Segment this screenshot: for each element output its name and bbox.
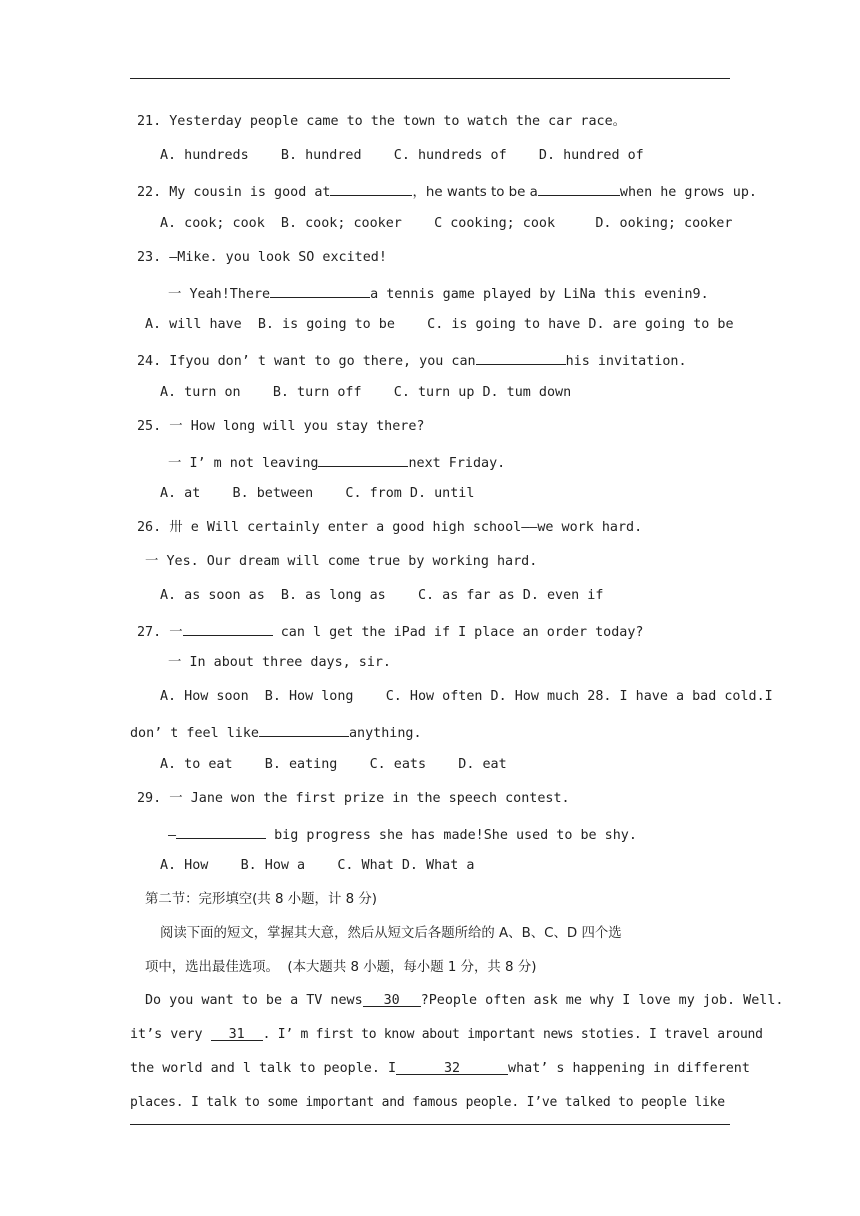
q28-text-b: anything.: [349, 726, 422, 741]
question-21-stem: 21. Yesterday people came to the town to watch the car race。: [137, 114, 627, 129]
passage-text: what’ s happening in different: [508, 1061, 750, 1076]
passage-text: . I’ m first to know about important news stoties. I travel around: [262, 1027, 763, 1042]
bottom-rule: [130, 1124, 730, 1125]
question-26-options: A. as soon as B. as long as C. as far as D. even if: [160, 588, 604, 603]
q25-text-a: 一 I’ m not leaving: [168, 456, 319, 471]
blank-32: 32: [396, 1060, 508, 1075]
question-28-options: A. to eat B. eating C. eats D. eat: [160, 757, 507, 772]
q23-text-b: a tennis game played by LiNa this evenin9.: [370, 287, 709, 302]
q27-text-a: 27. 一: [137, 625, 183, 640]
question-22-stem: [137, 181, 757, 202]
q24-blank: [476, 350, 566, 365]
q23-blank: [270, 283, 370, 298]
question-29-options: A. How B. How a C. What D. What a: [160, 858, 475, 873]
question-28-stem: [130, 722, 422, 743]
q23-text-a: 一 Yeah!There: [168, 287, 271, 302]
question-29-stem: 29. 一 Jane won the first prize in the speech contest.: [137, 791, 570, 806]
q29-blank: [176, 824, 266, 839]
passage-line-2: [130, 1026, 763, 1044]
passage-text: Do you want to be a TV news: [145, 993, 363, 1008]
blank-31: 31: [211, 1026, 263, 1041]
q27-text-b: can l get the iPad if I place an order today?: [272, 625, 644, 640]
question-27-options-and-28-stem: A. How soon B. How long C. How often D. How much 28. I have a bad cold.I: [160, 689, 773, 704]
q24-text-b: his invitation.: [565, 354, 687, 369]
passage-line-4: places. I talk to some important and famous people. I’ve talked to people like: [130, 1095, 725, 1110]
question-24-options: A. turn on B. turn off C. turn up D. tum down: [160, 385, 572, 400]
question-25-reply: [168, 452, 505, 473]
q22-text-a: 22. My cousin is good at: [137, 185, 331, 200]
q28-text-a: don’ t feel like: [130, 726, 259, 741]
q25-text-b: next Friday.: [408, 456, 506, 471]
passage-text: it’s very: [130, 1027, 211, 1042]
question-26-stem: 26. 卅 e Will certainly enter a good high school——we work hard.: [137, 520, 643, 535]
blank-30: 30: [363, 992, 421, 1007]
q29-text-b: big progress she has made!She used to be shy.: [266, 828, 637, 843]
question-21-options: A. hundreds B. hundred C. hundreds of D. hundred of: [160, 148, 644, 163]
question-23-stem: 23. —Mike. you look SO excited!: [137, 250, 387, 265]
question-26-reply: 一 Yes. Our dream will come true by working hard.: [145, 554, 538, 569]
question-27-reply: 一 In about three days, sir.: [168, 655, 391, 670]
question-25-stem: 25. 一 How long will you stay there?: [137, 419, 425, 434]
top-rule: [130, 78, 730, 79]
section-instructions-1: 阅读下面的短文，掌握其大意，然后从短文后各题所给的 A、B、C、D 四个选: [160, 926, 622, 941]
section-heading: 第二节：完形填空(共 8 小题，计 8 分): [145, 892, 377, 907]
q27-blank: [183, 621, 273, 636]
q22-text-b: ，he wants to be a: [412, 185, 538, 200]
q22-text-c: when he grows up.: [619, 185, 757, 200]
passage-text: the world and l talk to people. I: [130, 1061, 397, 1076]
question-29-reply: [168, 824, 637, 845]
q24-text-a: 24. Ifyou don’ t want to go there, you can: [137, 354, 476, 369]
question-24-stem: [137, 350, 687, 371]
passage-text: ?People often ask me why I love my job. Well.: [420, 993, 784, 1008]
passage-line-1: [145, 992, 783, 1010]
question-23-options: A. will have B. is going to be C. is going to have D. are going to be: [145, 317, 734, 332]
passage-line-3: [130, 1060, 750, 1078]
question-25-options: A. at B. between C. from D. until: [160, 486, 475, 501]
question-27-stem: [137, 621, 644, 642]
q22-blank-2: [538, 181, 620, 196]
q28-blank: [259, 722, 349, 737]
q29-text-a: —: [168, 828, 177, 843]
question-22-options: A. cook; cook B. cook; cooker C cooking; cook D. ooking; cooker: [160, 216, 733, 231]
question-23-reply: [168, 283, 709, 304]
q25-blank: [318, 452, 408, 467]
section-instructions-2: 项中，选出最佳选项。 (本大题共 8 小题，每小题 1 分，共 8 分): [145, 960, 537, 975]
q22-blank-1: [330, 181, 412, 196]
